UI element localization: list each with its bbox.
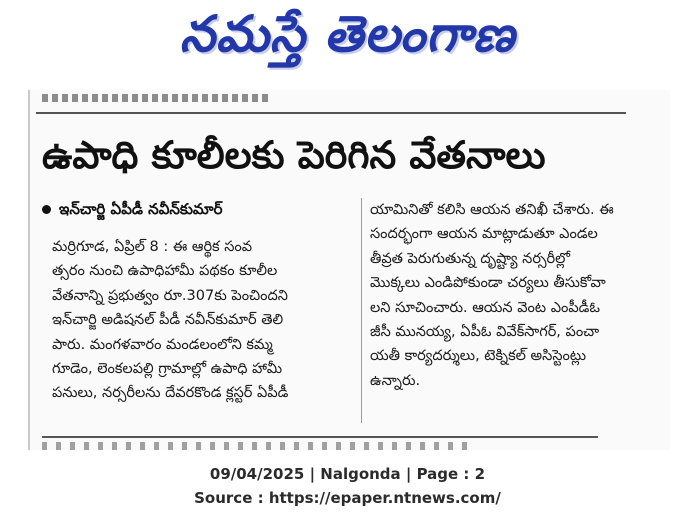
article-line: మర్రిగూడ, ఏప్రిల్ 8 : ఈ ఆర్థిక సంవ [52, 239, 253, 255]
top-divider-rule [36, 112, 626, 114]
source-link[interactable]: Source : https://epaper.ntnews.com/ [194, 489, 501, 507]
article-line: వేతనాన్ని ప్రభుత్వం రూ.307కు పెంచిందని [52, 287, 288, 304]
article-line: తీవ్రత పెరుగుతున్న దృష్ట్యా నర్సరీల్లో [370, 250, 571, 267]
article-line: గూడెం, లెంకలపల్లి గ్రామాల్లో ఉపాధి హామీ [52, 361, 283, 378]
article-line: ఇన్‌చార్జి అడిషనల్ పీడీ నవీన్‌కుమార్ తెలి [52, 312, 284, 329]
article-line: సందర్భంగా ఆయన మాట్లాడుతూ ఎండల [370, 226, 598, 243]
article-byline [42, 200, 223, 222]
article-line: మొక్కలు ఎండిపోకుండా చర్యలు తీసుకోవా [370, 275, 606, 292]
article-clipping [28, 90, 670, 450]
newspaper-logo-title: నమస్తే తెలంగాణ [179, 4, 516, 63]
article-line: యామినితో కలిసి ఆయన తనిఖీ చేశారు. ఈ [370, 202, 614, 218]
column-divider [361, 198, 362, 423]
article-line: పనులు, నర్సరీలను దేవరకొండ క్లస్టర్ ఏపీడీ [52, 385, 289, 402]
bottom-divider-rule [42, 436, 598, 438]
article-column-left [52, 235, 352, 406]
cut-off-next-article-text [42, 442, 472, 450]
article-headline: ఉపాధి కూలీలకు పెరిగిన వేతనాలు [42, 133, 546, 177]
page-footer [0, 462, 695, 510]
article-line: జీసీ మునయ్య, ఏపీఓ వివేక్‌సాగర్, పంచా [370, 324, 600, 341]
clip-left-edge [28, 90, 30, 450]
article-line: త్సరం నుంచి ఉపాధిహామీ పథకం కూలీల [52, 263, 278, 280]
article-line: లని సూచించారు. ఆయన వెంట ఎంపీడీఓ [370, 299, 600, 316]
byline-text: ఇన్‌చార్జి ఏపీడీ నవీన్‌కుమార్ [59, 200, 223, 218]
article-column-right [370, 198, 652, 393]
masthead [0, 0, 695, 80]
cut-off-previous-article-text [42, 94, 272, 102]
edition-meta: 09/04/2025 | Nalgonda | Page : 2 [209, 465, 486, 483]
article-line: పారు. మంగళవారం మండలంలోని కమ్మ [52, 336, 273, 353]
article-line: ఉన్నారు. [370, 372, 421, 389]
bullet-icon [42, 205, 51, 214]
article-line: యతీ కార్యదర్శులు, టెక్నికల్ అసిస్టెంట్లు [370, 348, 587, 365]
